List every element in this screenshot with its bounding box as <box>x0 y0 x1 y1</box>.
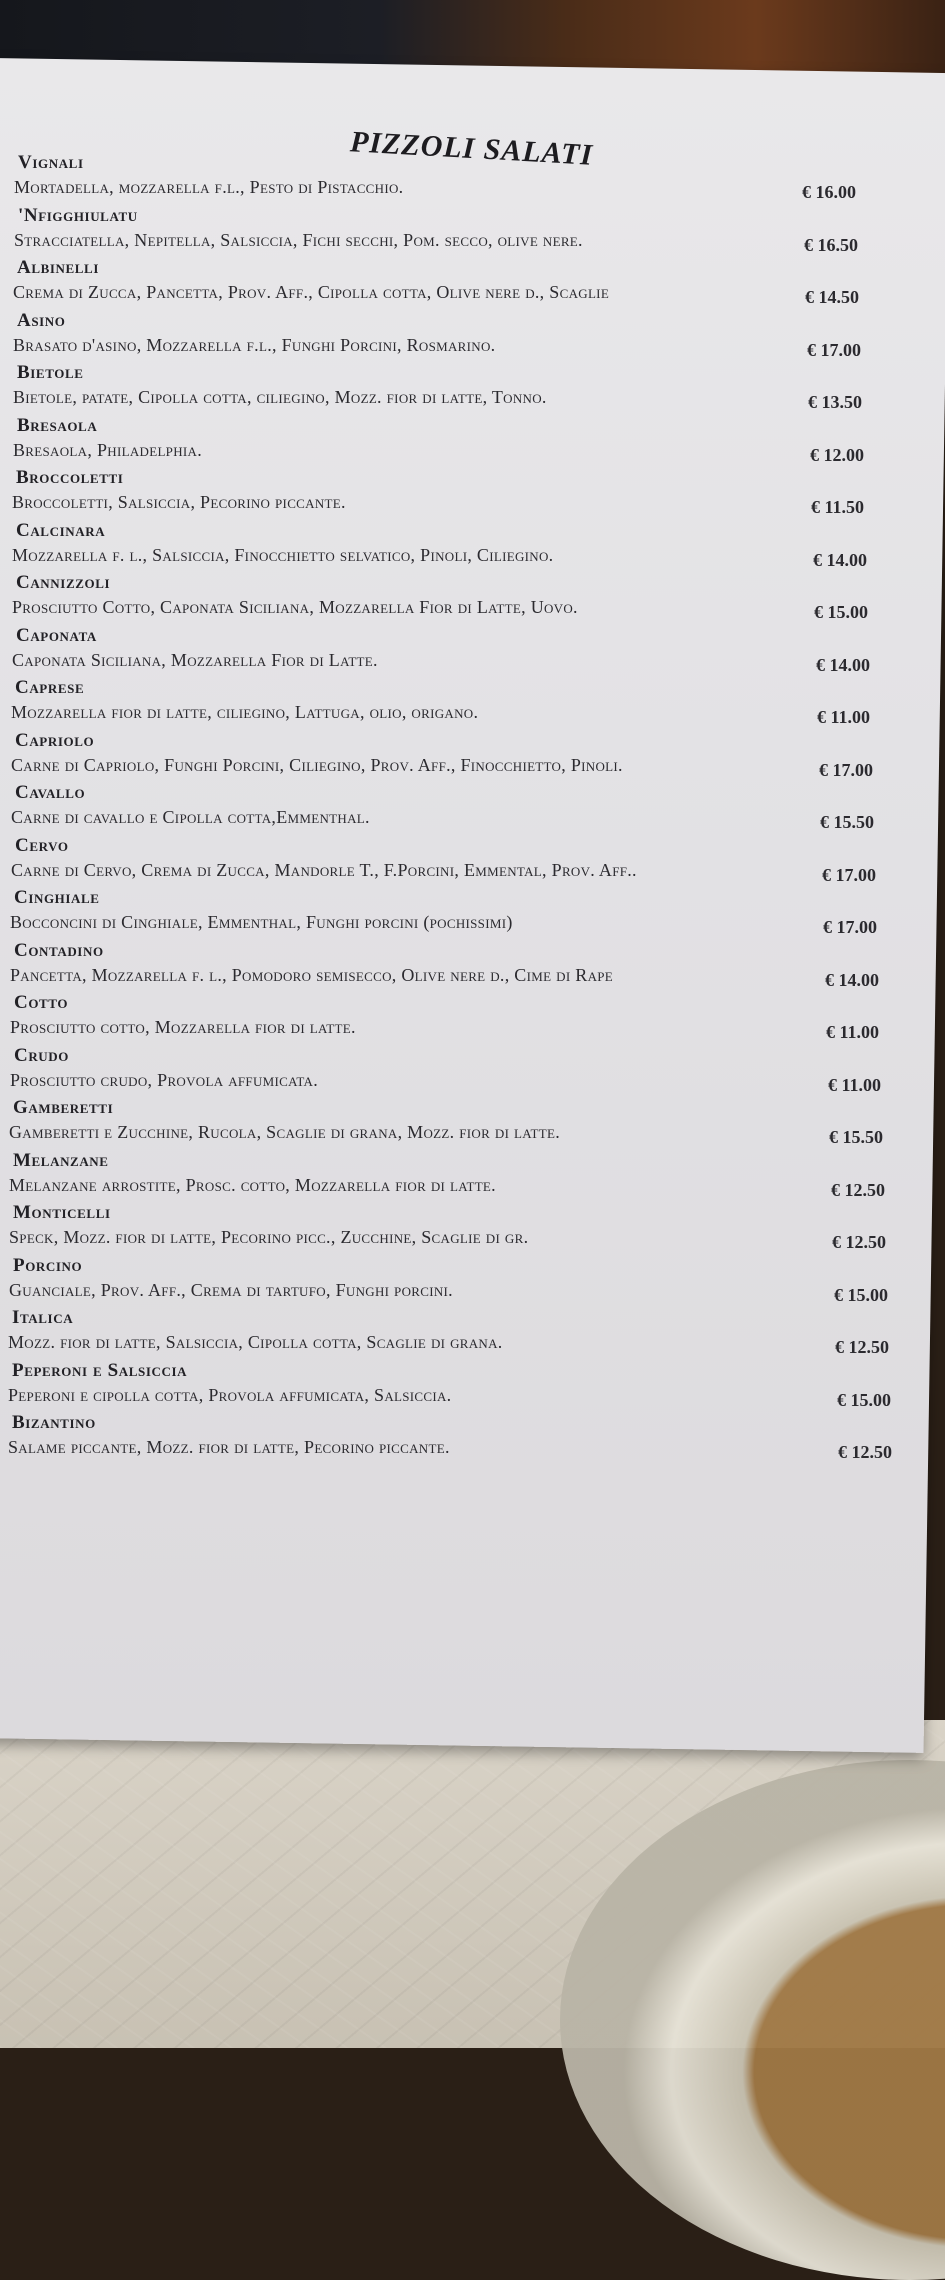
item-price: € 14.00 <box>813 549 867 570</box>
item-name: Cannizzoli <box>16 572 111 593</box>
item-description: Guanciale, Prov. Aff., Crema di tartufo, Funghi porcini. <box>9 1279 453 1300</box>
item-description: Prosciutto crudo, Provola affumicata. <box>10 1069 319 1090</box>
item-price: € 15.00 <box>814 602 868 622</box>
item-price: € 15.50 <box>829 1127 883 1147</box>
item-name: Peperoni e Salsiccia <box>12 1359 188 1381</box>
item-description: Broccoletti, Salsiccia, Pecorino piccante. <box>12 492 346 512</box>
item-price: € 12.50 <box>831 1179 885 1200</box>
item-name: Caprese <box>15 677 85 698</box>
item-description: Bocconcini di Cinghiale, Emmenthal, Funghi porcini (pochissimi) <box>10 912 513 932</box>
item-name: 'Nfigghiulatu <box>18 204 138 226</box>
item-description: Melanzane arrostite, Prosc. cotto, Mozzarella fior di latte. <box>9 1174 496 1195</box>
item-name: Porcino <box>13 1254 83 1276</box>
item-price: € 12.00 <box>810 444 864 465</box>
item-description: Carne di cavallo e Cipolla cotta,Emmenthal. <box>11 807 370 827</box>
item-description: Peperoni e cipolla cotta, Provola affumicata, Salsiccia. <box>8 1384 452 1405</box>
item-price: € 12.50 <box>832 1232 886 1252</box>
item-name: Capriolo <box>15 729 95 751</box>
item-name: Italica <box>12 1307 74 1328</box>
menu-title: PIZZOLI SALATI <box>349 125 594 172</box>
item-price: € 15.50 <box>820 812 874 832</box>
item-name: Cinghiale <box>14 887 100 908</box>
item-price: € 12.50 <box>835 1337 889 1357</box>
item-name: Bietole <box>17 362 84 383</box>
item-name: Bresaola <box>17 414 98 436</box>
item-price: € 17.00 <box>822 864 876 885</box>
item-price: € 11.00 <box>828 1074 882 1095</box>
item-name: Bizantino <box>12 1412 96 1433</box>
item-price: € 16.50 <box>804 234 858 255</box>
item-name: Crudo <box>14 1044 69 1066</box>
item-price: € 17.00 <box>819 759 873 780</box>
item-name: Cavallo <box>15 782 86 803</box>
item-description: Stracciatella, Nepitella, Salsiccia, Fichi secchi, Pom. secco, olive nere. <box>14 229 583 250</box>
item-description: Mozzarella f. l., Salsiccia, Finocchietto selvatico, Pinoli, Ciliegino. <box>12 544 554 565</box>
item-price: € 15.00 <box>834 1284 888 1305</box>
item-price: € 14.00 <box>825 969 879 990</box>
item-name: Contadino <box>14 939 104 961</box>
item-name: Broccoletti <box>16 467 124 488</box>
item-description: Crema di Zucca, Pancetta, Prov. Aff., Cipolla cotta, Olive nere d., Scaglie <box>13 282 610 302</box>
item-name: Cotto <box>14 992 69 1013</box>
item-description: Speck, Mozz. fior di latte, Pecorino picc., Zucchine, Scaglie di gr. <box>9 1227 529 1247</box>
item-name: Vignali <box>18 152 84 173</box>
item-name: Cervo <box>15 834 69 856</box>
item-price: € 11.00 <box>826 1022 880 1042</box>
item-name: Gamberetti <box>13 1097 114 1118</box>
item-description: Brasato d'asino, Mozzarella f.l., Funghi Porcini, Rosmarino. <box>13 334 496 355</box>
item-description: Salame piccante, Mozz. fior di latte, Pecorino piccante. <box>8 1437 450 1457</box>
item-price: € 13.50 <box>808 392 862 412</box>
item-description: Carne di Capriolo, Funghi Porcini, Ciliegino, Prov. Aff., Finocchietto, Pinoli. <box>11 754 623 775</box>
item-description: Prosciutto cotto, Mozzarella fior di latte. <box>10 1017 356 1037</box>
item-price: € 14.00 <box>816 654 870 675</box>
item-price: € 16.00 <box>802 182 856 202</box>
item-description: Mozzarella fior di latte, ciliegino, Lattuga, olio, origano. <box>11 702 479 722</box>
item-price: € 17.00 <box>823 917 877 937</box>
item-description: Caponata Siciliana, Mozzarella Fior di Latte. <box>12 649 378 670</box>
item-description: Pancetta, Mozzarella f. l., Pomodoro semisecco, Olive nere d., Cime di Rape <box>10 964 614 985</box>
item-description: Bietole, patate, Cipolla cotta, ciliegino, Mozz. fior di latte, Tonno. <box>13 387 547 407</box>
item-name: Melanzane <box>13 1149 109 1171</box>
item-price: € 12.50 <box>838 1442 892 1462</box>
item-description: Prosciutto Cotto, Caponata Siciliana, Mozzarella Fior di Latte, Uovo. <box>12 597 578 617</box>
item-name: Albinelli <box>17 257 99 278</box>
item-price: € 14.50 <box>805 287 859 307</box>
item-description: Gamberetti e Zucchine, Rucola, Scaglie di grana, Mozz. fior di latte. <box>9 1122 561 1142</box>
item-description: Bresaola, Philadelphia. <box>13 439 203 460</box>
item-description: Mozz. fior di latte, Salsiccia, Cipolla cotta, Scaglie di grana. <box>8 1332 503 1352</box>
item-description: Mortadella, mozzarella f.l., Pesto di Pistacchio. <box>14 177 404 197</box>
item-price: € 11.00 <box>817 707 871 727</box>
item-description: Carne di Cervo, Crema di Zucca, Mandorle T., F.Porcini, Emmental, Prov. Aff.. <box>11 859 637 880</box>
item-name: Calcinara <box>16 519 106 541</box>
item-name: Asino <box>17 309 66 331</box>
item-price: € 15.00 <box>837 1389 891 1410</box>
item-name: Monticelli <box>13 1202 111 1223</box>
item-price: € 11.50 <box>811 497 865 517</box>
item-price: € 17.00 <box>807 339 861 360</box>
item-name: Caponata <box>16 624 97 646</box>
